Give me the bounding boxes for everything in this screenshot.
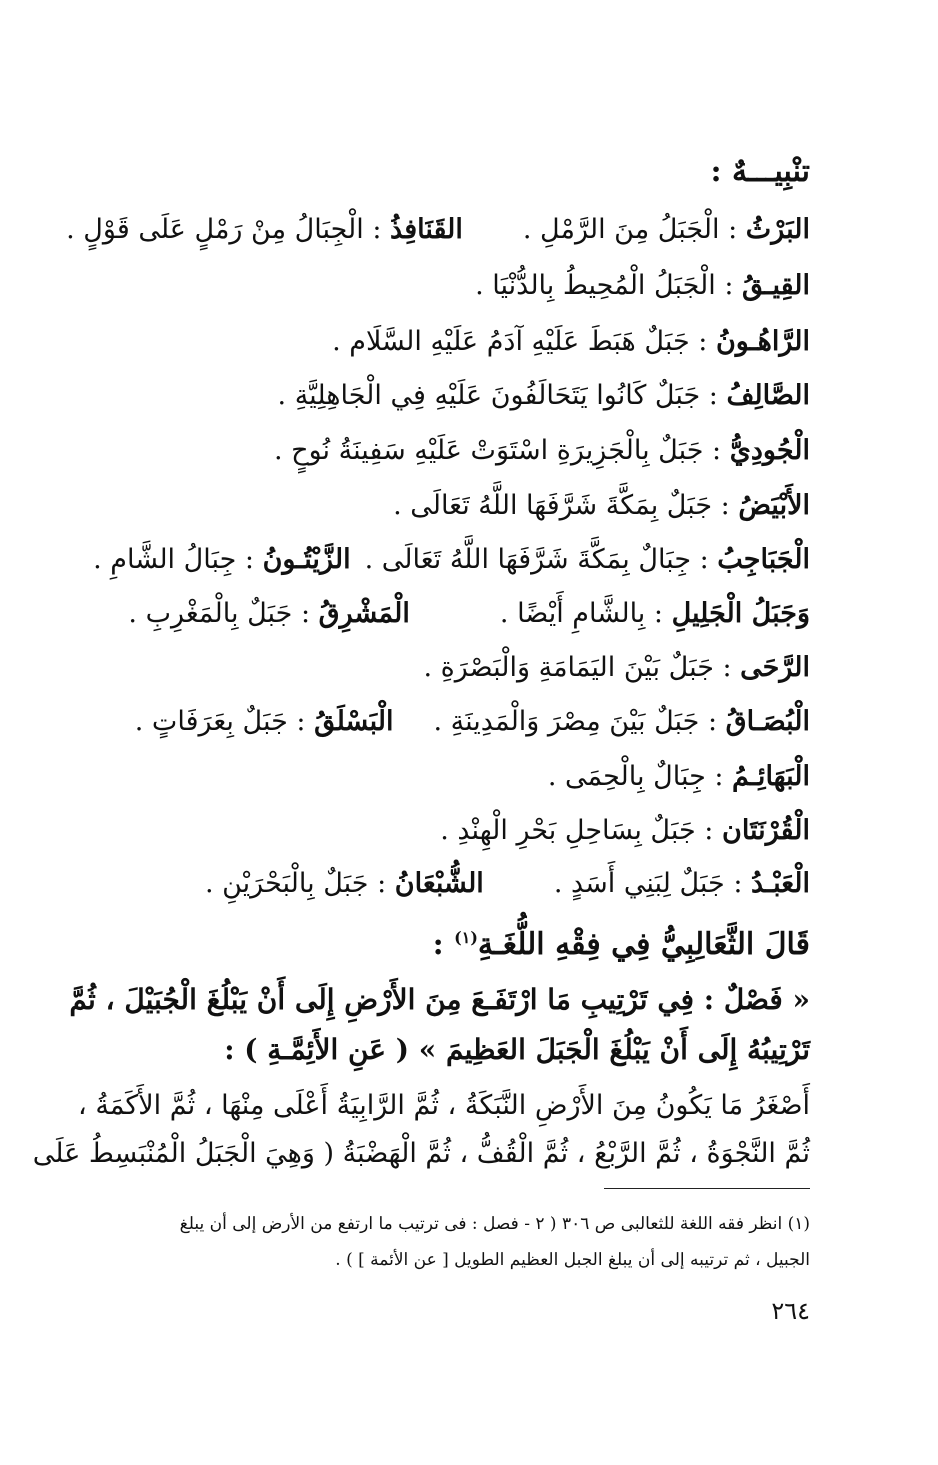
entry-term: القِيـقُ <box>742 270 810 301</box>
entry-term: البَرْثُ <box>745 214 810 245</box>
entry-term: وَجَبَلُ الْجَلِيلِ <box>671 598 810 629</box>
entry-line <box>128 322 810 362</box>
entry-term: الرَّاهُـونُ <box>715 326 810 357</box>
entry-definition: : جَبَلٌ بِالْجَزِيرَةِ اسْتَوَتْ عَلَيْهِ سَفِينَةُ نُوحٍ . <box>274 435 730 466</box>
entry-line <box>128 486 810 526</box>
section-heading: تنْبِيـــهٌ : <box>710 154 810 189</box>
quote-heading <box>128 918 810 965</box>
entry-term: الْجَبَاجِبُ <box>717 544 810 575</box>
entry-definition: : الْجِبَالُ مِنْ رَمْلٍ عَلَى قَوْلٍ . <box>66 214 391 245</box>
entry-term: الشُّبْعَانُ <box>394 868 484 899</box>
entry-definition: : جَبَلٌ بِالْبَحْرَيْنِ . <box>204 868 395 899</box>
entry-line <box>128 648 810 688</box>
entry-term: الأَبْيَضُ <box>738 490 810 521</box>
entry-term: الْمَشْرِقُ <box>318 598 410 629</box>
entry-line <box>128 864 810 904</box>
entry-definition: : جِبَالٌ بِالْحِمَى . <box>547 761 733 792</box>
entry-line <box>128 431 810 471</box>
entry-definition: : جَبَلٌ هَبَطَ عَلَيْهِ آدَمُ عَلَيْهِ السَّلَام . <box>332 326 716 357</box>
entry-line <box>66 210 810 250</box>
entry-term: الصَّالِفُ <box>726 380 810 411</box>
entry-definition: : جِبَالٌ بِمَكَّةَ شَرَّفَهَا اللَّهُ تَعَالَى . <box>364 544 718 575</box>
entry-term: الْبَسْلَقُ <box>314 706 394 737</box>
entry-line <box>128 266 810 306</box>
entry-term: القَنَافِذُ <box>390 214 463 245</box>
entry-term: الْجُودِيُّ <box>729 435 810 466</box>
entry-line <box>128 757 810 797</box>
entry-definition: : بِالشَّامِ أَيْضًا . <box>499 598 672 629</box>
body-line: ثُمَّ النَّجْوَةُ ، ثُمَّ الرَّبْعُ ، ثُمَّ الْقُفُّ ، ثُمَّ الْهَضْبَةُ ( وَهِيَ الْجَبَلُ الْمُنْبَسِطُ عَلَى <box>32 1138 810 1169</box>
entry-line <box>93 540 810 580</box>
page-number: ٢٦٤ <box>771 1297 810 1325</box>
entry-definition: : جِبَالُ الشَّامِ . <box>93 544 263 575</box>
entry-definition: : جَبَلٌ بِالْمَغْرِبِ . <box>128 598 319 629</box>
entry-line <box>128 811 810 851</box>
entry-definition: : الْجَبَلُ مِنَ الرَّمْلِ . <box>522 214 746 245</box>
entry-term: الْبَهَائِـمُ <box>732 761 810 792</box>
entry-definition: : جَبَلٌ كَانُوا يَتَحَالَفُونَ عَلَيْهِ فِي الْجَاهِلِيَّةِ . <box>277 380 727 411</box>
entry-definition: : جَبَلٌ بِمَكَّةَ شَرَّفَهَا اللَّهُ تَعَالَى . <box>393 490 739 521</box>
quote-line: تَرْتِيبُهُ إِلَى أَنْ يَبْلُغَ الْجَبَلَ العَظِيمَ » ( عَنِ الأَئِمَّـةِ ) : <box>224 1033 810 1066</box>
entry-term: الْبُصَـاقُ <box>725 706 810 737</box>
entry-term: الْعَبْـدُ <box>751 868 810 899</box>
footnote-divider <box>604 1188 810 1189</box>
entry-definition: : جَبَلٌ بِسَاحِلِ بَحْرِ الْهِنْدِ . <box>440 815 722 846</box>
entry-definition: : جَبَلٌ بَيْنَ اليَمَامَةِ وَالْبَصْرَةِ . <box>423 652 741 683</box>
footnote-line: (١) انظر فقه اللغة للثعالبى ص ٣٠٦ ( ٢ - فصل : فى ترتيب ما ارتفع من الأرض إلى أن يبلغ <box>179 1214 810 1234</box>
footnote-marker: (١) <box>454 928 478 947</box>
entry-term: الرَّحَى <box>740 652 810 683</box>
body-line: أَصْغَرُ مَا يَكُونُ مِنَ الأَرْضِ النَّبَكَةُ ، ثُمَّ الرَّابِيَةُ أَعْلَى مِنْهَا ، ثُمَّ الأَكَمَةُ ، <box>78 1090 810 1121</box>
quote-line: « فَصْلٌ : فِي تَرْتِيبِ مَا ارْتَفَـعَ مِنَ الأَرْضِ إِلَى أَنْ يَبْلُغَ الْجُبَيْلَ ، ثُمَّ <box>69 983 810 1016</box>
entry-line <box>128 376 810 416</box>
entry-term: الْقُرْنَتَان <box>721 815 810 846</box>
entry-term: الزَّيْتُـونُ <box>262 544 351 575</box>
entry-definition: : الْجَبَلُ الْمُحِيطُ بِالدُّنْيَا . <box>475 270 743 301</box>
footnote-line: الجبيل ، ثم ترتيبه إلى أن يبلغ الجبل العظيم الطويل [ عن الأئمة ] ) . <box>335 1250 810 1270</box>
entry-line <box>128 702 810 742</box>
quote-heading-text: قَالَ الثَّعَالِبِيُّ فِي فِقْهِ اللُّغَـةِ <box>477 927 810 962</box>
entry-definition: : جَبَلٌ بِعَرَفَاتٍ . <box>134 706 315 737</box>
entry-line <box>128 594 810 634</box>
quote-heading-colon: : <box>432 927 455 962</box>
entry-definition: : جَبَلٌ لِبَنِي أَسَدٍ . <box>553 868 752 899</box>
entry-definition: : جَبَلٌ بَيْنَ مِصْرَ وَالْمَدِينَةِ . <box>433 706 726 737</box>
